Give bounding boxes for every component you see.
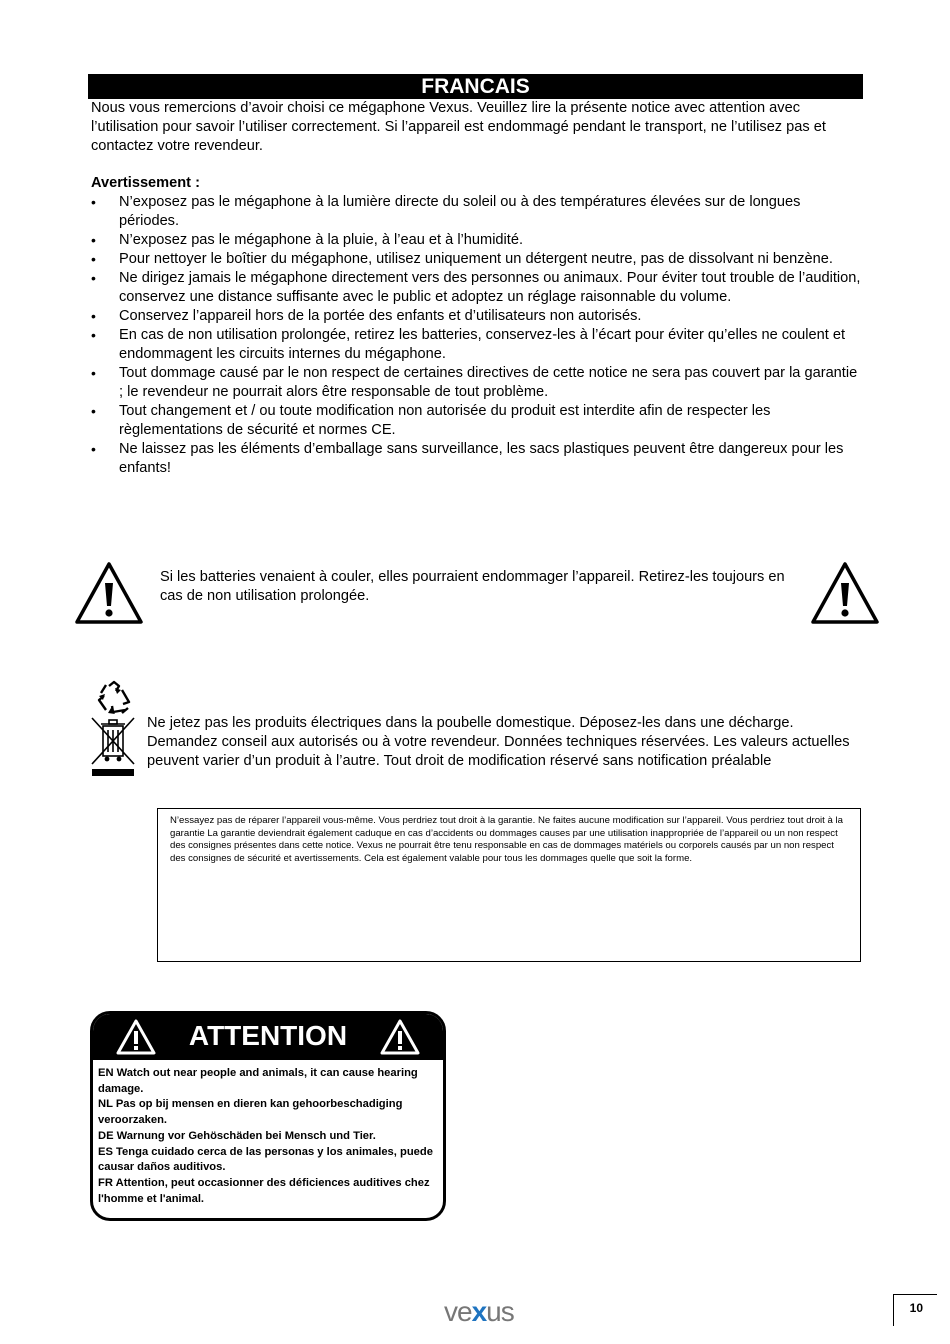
attention-sign bbox=[90, 1011, 446, 1221]
attention-line-de: DE Warnung vor Gehöschäden bei Mensch und Tier. bbox=[98, 1129, 376, 1142]
attention-line-es: ES Tenga cuidado cerca de las personas y los animales, puede causar daños auditivos. bbox=[98, 1145, 433, 1174]
intro-paragraph: Nous vous remercions d’avoir choisi ce mégaphone Vexus. Veuillez lire la présente notice avec attention avec l’utilisation pour savoir l’utiliser correctement. Si l’appareil est endommagé pendant le transport, ne l’utilisez pas et contactez votre revendeur. bbox=[91, 100, 826, 154]
warnings-list bbox=[91, 193, 863, 478]
warning-item: • Ne dirigez jamais le mégaphone directement vers des personnes ou animaux. Pour éviter tout trouble de l’audition, conservez une distance suffisante avec le public et adoptez un réglage raisonnable du volume. bbox=[91, 269, 863, 307]
warning-triangle-icon bbox=[379, 1018, 421, 1056]
warning-triangle-icon bbox=[810, 561, 880, 625]
recycle-icon bbox=[95, 680, 133, 716]
warning-item: • N’exposez pas le mégaphone à la lumière directe du soleil ou à des températures élevées sur de longues périodes. bbox=[91, 193, 863, 231]
weee-symbols bbox=[90, 680, 136, 780]
warranty-text: N’essayez pas de réparer l’appareil vous-même. Vous perdriez tout droit à la garantie. Ne faites aucune modification sur l’appareil. Vous perdriez tout droit à la garantie La garantie deviendrait également caduque en cas d’accidents ou dommages causes par une utilisation inappropriée de l’appareil ou un non respect des consignes présentes dans cette notice. Vexus ne pourrait être tenu responsable en cas de dommages matériels ou corporels causés par un non respect des consignes de sécurité et avertissements. Cela est également valable pour tous les dommages quelle que soit la forme. bbox=[170, 815, 843, 864]
warning-item: • Pour nettoyer le boîtier du mégaphone, utilisez uniquement un détergent neutre, pas de dissolvant ni benzène. bbox=[91, 250, 863, 269]
section-title: FRANCAIS bbox=[88, 74, 863, 99]
attention-lines bbox=[98, 1066, 438, 1207]
attention-line-nl: NL Pas op bij mensen en dieren kan gehoorbeschadiging veroorzaken. bbox=[98, 1098, 403, 1127]
disposal-notice: Ne jetez pas les produits électriques dans la poubelle domestique. Déposez-les dans une décharge. Demandez conseil aux autorisés ou à votre revendeur. Données techniques réservées. Les valeurs actuelles peuvent varier d’un produit à l’autre. Tout droit de modification réservé sans notification préalable bbox=[147, 715, 850, 769]
warning-item: • N’exposez pas le mégaphone à la pluie, à l’eau et à l’humidité. bbox=[91, 231, 863, 250]
battery-notice: Si les batteries venaient à couler, elles pourraient endommager l’appareil. Retirez-les toujours en cas de non utilisation prolongée. bbox=[160, 569, 785, 604]
warning-item: • Ne laissez pas les éléments d’emballage sans surveillance, les sacs plastiques peuvent être dangereux pour les enfants! bbox=[91, 440, 863, 478]
warnings-heading: Avertissement : bbox=[91, 175, 200, 191]
attention-title: ATTENTION bbox=[188, 1020, 348, 1051]
warning-item: • En cas de non utilisation prolongée, retirez les batteries, conservez-les à l’écart pour éviter qu’elles ne coulent et endommagent les circuits internes du mégaphone. bbox=[91, 326, 863, 364]
warning-triangle-icon bbox=[74, 561, 144, 625]
attention-sign-header bbox=[93, 1014, 443, 1060]
page-number-box bbox=[893, 1294, 937, 1326]
page-number: 10 bbox=[909, 1301, 923, 1315]
warranty-box bbox=[157, 808, 861, 962]
warning-item: • Tout dommage causé par le non respect de certaines directives de cette notice ne sera pas couvert par la garantie ; le revendeur ne pourrait alors être responsable de tout problème. bbox=[91, 364, 863, 402]
attention-line-fr: FR Attention, peut occasionner des déficiences auditives chez l'homme et l'animal. bbox=[98, 1176, 430, 1205]
crossed-bin-icon bbox=[90, 716, 136, 780]
vexus-logo: vexus bbox=[444, 1296, 514, 1327]
warning-item: • Tout changement et / ou toute modification non autorisée du produit est interdite afin de respecter les règlementations de sécurité et normes CE. bbox=[91, 402, 863, 440]
warning-item: • Conservez l’appareil hors de la portée des enfants et d’utilisateurs non autorisés. bbox=[91, 307, 863, 326]
attention-line-en: EN Watch out near people and animals, it can cause hearing damage. bbox=[98, 1067, 418, 1095]
